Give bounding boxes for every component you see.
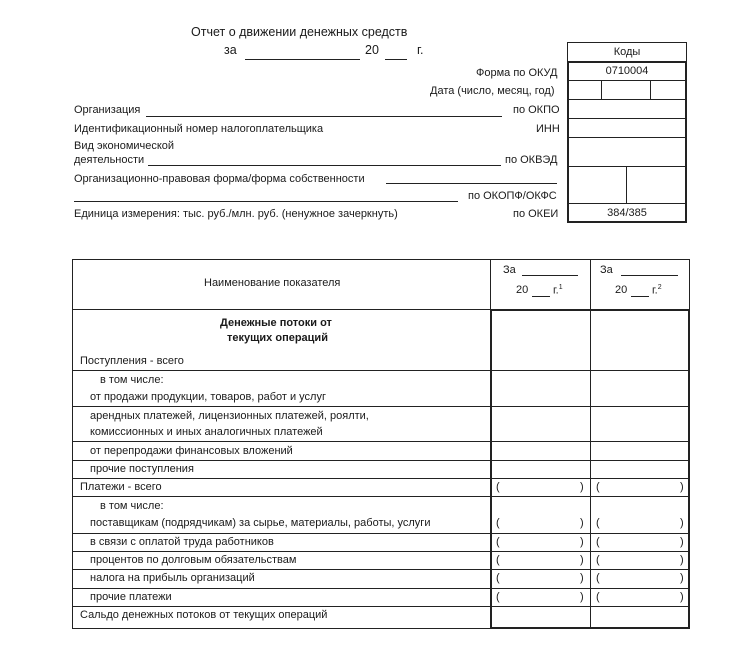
paren-open: ( (496, 481, 500, 493)
row-divider (72, 370, 690, 371)
paren-open: ( (496, 572, 500, 584)
row-incl-2: в том числе: (100, 500, 164, 512)
section-title-2: текущих операций (227, 332, 328, 344)
period-za: за (224, 43, 237, 57)
col2-period-field[interactable] (621, 275, 678, 276)
codes-header-cell (567, 42, 687, 62)
col2-g-text: г. (652, 284, 658, 297)
row-profit-tax: налога на прибыль организаций (90, 572, 255, 584)
okei-label: по ОКЕИ (513, 208, 559, 220)
paren-open: ( (496, 591, 500, 603)
paren-open: ( (496, 517, 500, 529)
okei-code: 384/385 (607, 207, 647, 219)
legal-form-label: Организационно-правовая форма/форма собственности (74, 173, 365, 185)
row-divider (72, 441, 690, 442)
period-line[interactable] (245, 59, 360, 60)
codes-row-divider (568, 203, 686, 204)
paren-open: ( (596, 517, 600, 529)
paren-close: ) (680, 536, 684, 548)
period-year: 20 (365, 43, 379, 57)
okopf-label: по ОКОПФ/ОКФС (468, 190, 557, 202)
codes-box (567, 61, 687, 223)
date-label: Дата (число, месяц, год) (430, 85, 555, 97)
row-other-payments: прочие платежи (90, 591, 172, 603)
paren-close: ) (580, 554, 584, 566)
col1-footnote: 1 (558, 284, 563, 291)
paren-close: ) (580, 517, 584, 529)
col2-g (652, 284, 662, 297)
okpo-label: по ОКПО (513, 104, 560, 116)
paren-open: ( (596, 554, 600, 566)
row-payments-total: Платежи - всего (80, 481, 162, 493)
codes-row-divider (568, 99, 686, 100)
period-g: г. (417, 43, 424, 57)
legal-form-field-2[interactable] (74, 201, 458, 202)
col-name-header: Наименование показателя (204, 277, 341, 289)
period-year-line[interactable] (385, 59, 407, 60)
codes-row-divider (568, 166, 686, 167)
row-suppliers: поставщикам (подрядчикам) за сырье, материалы, работы, услуги (90, 517, 431, 529)
codes-row-divider (568, 80, 686, 81)
row-divider (72, 588, 690, 589)
paren-close: ) (580, 481, 584, 493)
row-divider (72, 533, 690, 534)
paren-open: ( (496, 554, 500, 566)
date-divider (601, 80, 602, 99)
paren-close: ) (680, 554, 684, 566)
row-interest: процентов по долговым обязательствам (90, 554, 297, 566)
paren-close: ) (680, 572, 684, 584)
col2-za: За (600, 264, 613, 276)
paren-open: ( (596, 536, 600, 548)
col1-year-field[interactable] (532, 296, 550, 297)
codes-row-divider (568, 137, 686, 138)
col1-za: За (503, 264, 516, 276)
legal-form-field[interactable] (386, 183, 557, 184)
row-divider (72, 496, 690, 497)
paren-open: ( (596, 481, 600, 493)
inn-description: Идентификационный номер налогоплательщика (74, 123, 324, 135)
row-receipts-total: Поступления - всего (80, 355, 184, 367)
col1-g-text: г. (553, 284, 559, 297)
row-wages: в связи с оплатой труда работников (90, 536, 274, 548)
form-okud-label: Форма по ОКУД (476, 67, 558, 79)
row-divider (72, 606, 690, 607)
row-resale: от перепродажи финансовых вложений (90, 445, 293, 457)
section-title-1: Денежные потоки от (220, 317, 332, 329)
activity-label-1: Вид экономической (74, 140, 175, 152)
paren-close: ) (580, 591, 584, 603)
okud-code: 0710004 (605, 65, 649, 77)
codes-row-divider (568, 118, 686, 119)
row-divider (72, 551, 690, 552)
col-divider (590, 259, 591, 629)
row-rent-1: арендных платежей, лицензионных платежей, роялти, (90, 410, 369, 422)
col1-year: 20 (516, 284, 529, 296)
paren-open: ( (596, 591, 600, 603)
paren-close: ) (680, 481, 684, 493)
col-divider (490, 259, 491, 309)
col1-g (553, 284, 563, 297)
col2-year-field[interactable] (631, 296, 649, 297)
row-divider (72, 569, 690, 570)
unit-label: Единица измерения: тыс. руб./млн. руб. (ненужное зачеркнуть) (74, 208, 398, 220)
okopf-divider (626, 166, 627, 203)
okved-label: по ОКВЭД (505, 154, 558, 166)
row-other-receipts: прочие поступления (90, 463, 194, 475)
row-rent-2: комиссионных и иных аналогичных платежей (90, 426, 323, 438)
paren-open: ( (596, 572, 600, 584)
organization-label: Организация (74, 104, 141, 116)
row-divider (72, 406, 690, 407)
col2-footnote: 2 (657, 284, 662, 291)
activity-field[interactable] (148, 165, 501, 166)
row-divider (72, 460, 690, 461)
codes-header: Коды (613, 46, 641, 58)
activity-label-2: деятельности (74, 154, 145, 166)
row-balance: Сальдо денежных потоков от текущих операций (80, 609, 328, 621)
paren-close: ) (580, 536, 584, 548)
report-title: Отчет о движении денежных средств (191, 25, 408, 39)
col1-period-field[interactable] (522, 275, 578, 276)
paren-close: ) (580, 572, 584, 584)
organization-field[interactable] (146, 116, 502, 117)
paren-close: ) (680, 591, 684, 603)
paren-open: ( (496, 536, 500, 548)
date-divider (650, 80, 651, 99)
col2-year: 20 (615, 284, 628, 296)
row-divider (72, 478, 690, 479)
paren-close: ) (680, 517, 684, 529)
row-incl-1: в том числе: (100, 374, 164, 386)
inn-label: ИНН (536, 123, 560, 135)
row-sales: от продажи продукции, товаров, работ и услуг (90, 391, 326, 403)
